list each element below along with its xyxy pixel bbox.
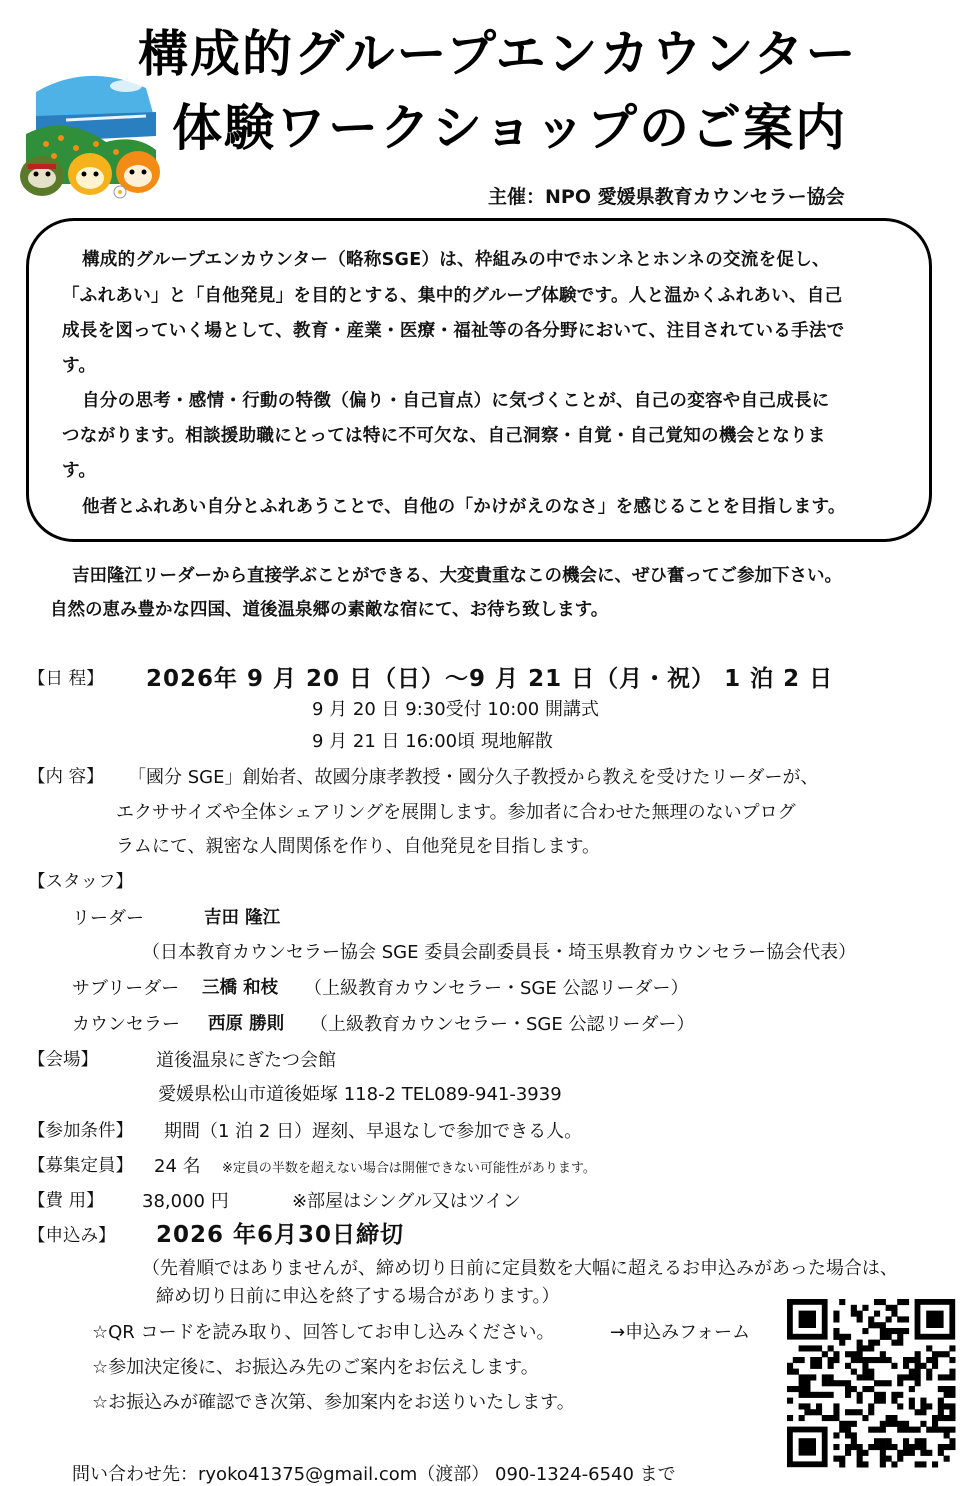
qr-code[interactable] [776,1288,966,1478]
organizer: 主催：NPO 愛媛県教育カウンセラー協会 [488,186,845,208]
application-step: ☆お振込みが確認でき次第、参加案内をお送りいたします。 [92,1392,575,1413]
venue-address: 愛媛県松山市道後姫塚 118-2 TEL089-941-3939 [158,1084,562,1105]
staff-note: （日本教育カウンセラー協会 SGE 委員会副委員長・埼玉県教育カウンセラー協会代表） [142,942,857,963]
venue-name: 道後温泉にぎたつ会館 [156,1050,336,1071]
application-label: 【申込み】 [28,1226,116,1246]
content-line: エクササイズや全体シェアリングを展開します。参加者に合わせた無理のないプログ [116,802,796,823]
intro-line: 「ふれあい」と「自他発見」を目的とする、集中的グループ体験です。人と温かくふれあい、自己 [62,286,843,306]
mascot-illustration [6,64,170,214]
application-step: ☆QR コードを読み取り、回答してお申し込みください。 [92,1322,555,1343]
staff-label: 【スタッフ】 [28,872,133,892]
venue-label: 【会場】 [28,1050,98,1070]
conditions-text: 期間（1 泊 2 日）遅刻、早退なしで参加できる人。 [164,1121,583,1142]
content-line: 「國分 SGE」創始者、故國分康孝教授・國分久子教授から教えを受けたリーダーが、 [128,767,819,788]
staff-role: サブリーダー [72,978,180,999]
schedule-detail: 9 月 20 日 9:30受付 10:00 開講式 [312,699,599,720]
capacity-note: ※定員の半数を超えない場合は開催できない可能性があります。 [222,1161,596,1176]
intro-line: つながります。相談援助職にとっては特に不可欠な、自己洞察・自覚・自己覚知の機会となりま [62,426,826,446]
intro-line: す。 [62,356,97,376]
staff-name: 吉田 隆江 [204,908,281,928]
intro-line: 構成的グループエンカウンター（略称SGE）は、枠組みの中でホンネとホンネの交流を促し、 [82,250,830,270]
schedule-main: 2026年 9 月 20 日（日）～9 月 21 日（月・祝） 1 泊 2 日 [146,666,834,692]
schedule-detail: 9 月 21 日 16:00頃 現地解散 [312,731,553,752]
staff-role: カウンセラー [72,1014,180,1035]
staff-name: 西原 勝則 [208,1014,285,1034]
fee-note: ※部屋はシングル又はツイン [292,1191,521,1212]
content-line: ラムにて、親密な人間関係を作り、自他発見を目指します。 [116,836,601,857]
application-deadline: 2026 年6月30日締切 [156,1222,405,1248]
schedule-label: 【日 程】 [28,669,104,689]
staff-note: （上級教育カウンセラー・SGE 公認リーダー） [310,1014,695,1035]
fee-value: 38,000 円 [142,1191,229,1212]
intro-line: 他者とふれあい自分とふれあうことで、自他の「かけがえのなさ」を感じることを目指します。 [82,497,846,517]
application-note: 締め切り日前に申込を終了する場合があります。） [156,1286,560,1307]
staff-name: 三橋 和枝 [202,978,279,998]
content-label: 【内 容】 [28,767,104,787]
application-step: ☆参加決定後に、お振込み先のご案内をお伝えします。 [92,1357,539,1378]
invitation-line: 吉田隆江リーダーから直接学ぶことができる、大変貴重なこの機会に、ぜひ奮ってご参加下さい。 [72,566,842,586]
intro-line: す。 [62,461,97,481]
conditions-label: 【参加条件】 [28,1121,133,1141]
page-title-line1: 構成的グループエンカウンター [138,25,858,83]
intro-line: 自分の思考・感情・行動の特徴（偏り・自己盲点）に気づくことが、自己の変容や自己成長に [82,391,830,411]
application-form-link[interactable]: →申込みフォーム [610,1322,751,1343]
fee-label: 【費 用】 [28,1191,104,1211]
application-note: （先着順ではありませんが、締め切り日前に定員数を大幅に超えるお申込みがあった場合は、 [142,1258,898,1279]
invitation-line: 自然の恵み豊かな四国、道後温泉郷の素敵な宿にて、お待ち致します。 [50,600,609,620]
contact-info: 問い合わせ先：ryoko41375@gmail.com（渡部） 090-1324-6540 まで [72,1464,676,1485]
staff-note: （上級教育カウンセラー・SGE 公認リーダー） [304,978,689,999]
page-title-line2: 体験ワークショップのご案内 [172,99,847,157]
capacity-label: 【募集定員】 [28,1156,133,1176]
staff-role: リーダー [72,908,144,929]
intro-line: 成長を図っていく場として、教育・産業・医療・福祉等の各分野において、注目されている手法で [62,321,845,341]
capacity-value: 24 名 [154,1156,201,1177]
